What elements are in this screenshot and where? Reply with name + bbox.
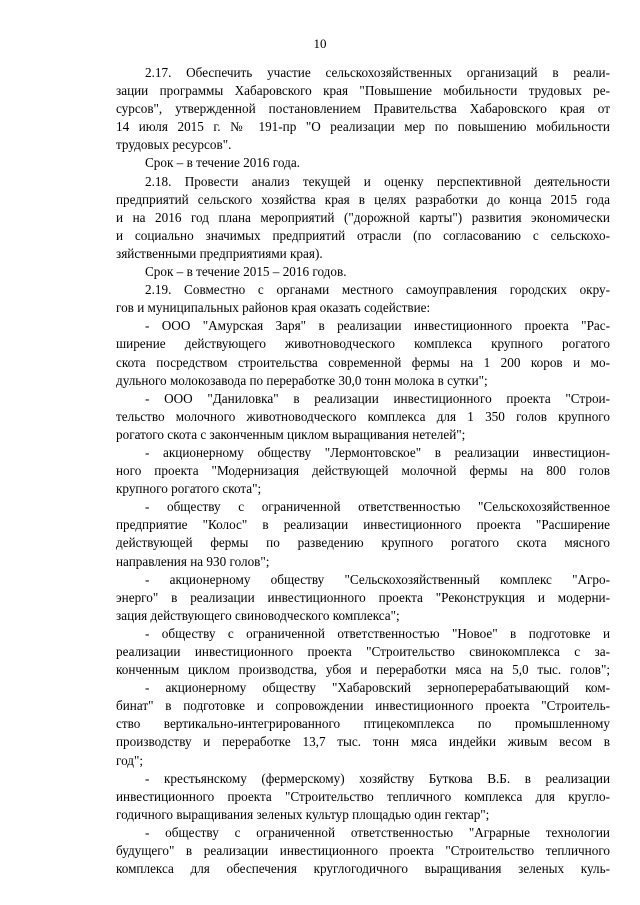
- text-line: 2.17. Обеспечить участие сельскохозяйственных организаций в реали-: [145, 65, 610, 80]
- text-line: - акционерному обществу "Лермонтовское" в реализации инвестицион-: [145, 444, 610, 460]
- text-line: рогатого скота с законченным циклом выращивания нетелей";: [116, 426, 466, 442]
- text-line: - крестьянскому (фермерскому) хозяйству Буткова В.Б. в реализации: [145, 770, 610, 786]
- text-line: дульного молокозавода по переработке 30,0 тонн молока в сутки";: [116, 372, 488, 388]
- text-line: - ООО "Даниловка" в реализации инвестиционного проекта "Строи-: [145, 390, 610, 406]
- text-line: предприятий сельского хозяйства края в целях разработки до конца 2015 года: [116, 191, 610, 207]
- text-line: 14 июля 2015 г. № 191-пр "О реализации мер по повышению мобильности: [116, 119, 610, 135]
- text-line: годичного выращивания зеленых культур площадью один гектар";: [116, 806, 490, 822]
- text-line: тельство молочного животноводческого комплекса для 1 350 голов крупного: [116, 408, 610, 424]
- text-line: крупного рогатого скота";: [116, 481, 262, 497]
- document-body: [116, 64, 610, 878]
- text-line: реализации инвестиционного проекта "Строительство свинокомплекса с за-: [116, 644, 610, 659]
- text-line: зация действующего свиноводческого комплекса";: [116, 607, 400, 623]
- text-line: и на 2016 год плана мероприятий ("дорожной карты") развития экономически: [116, 209, 610, 225]
- text-line: действующей фермы по разведению крупного рогатого скота мясного: [116, 535, 610, 551]
- text-line: трудовых ресурсов".: [116, 137, 232, 153]
- text-line: - обществу с ограниченной ответственностью "Сельскохозяйственное: [145, 499, 610, 515]
- text-line: инвестиционного проекта "Строительство тепличного комплекса для кругло-: [116, 788, 610, 804]
- text-line: год";: [116, 752, 144, 768]
- text-line: Срок – в течение 2015 – 2016 годов.: [145, 264, 347, 280]
- text-line: предприятие "Колос" в реализации инвестиционного проекта "Расширение: [116, 517, 610, 533]
- text-line: Срок – в течение 2016 года.: [145, 155, 300, 171]
- text-line: зации программы Хабаровского края "Повышение мобильности трудовых ре-: [116, 83, 610, 99]
- text-line: будущего" в реализации инвестиционного проекта "Строительство тепличного: [116, 843, 610, 859]
- text-line: сурсов", утвержденной постановлением Правительства Хабаровского края от: [116, 101, 610, 117]
- text-line: комплекса для обеспечения круглогодичного выращивания зеленых куль-: [116, 861, 610, 877]
- text-line: скота посредством строительства современной фермы на 1 200 коров и мо-: [116, 354, 610, 370]
- text-line: конченным циклом производства, убоя и переработки мяса на 5,0 тыс. голов";: [116, 662, 610, 678]
- text-line: - ООО "Амурская Заря" в реализации инвестиционного проекта "Рас-: [145, 318, 610, 334]
- text-line: - обществу с ограниченной ответственностью "Новое" в подготовке и: [145, 625, 610, 641]
- text-line: 2.18. Провести анализ текущей и оценку перспективной деятельности: [145, 173, 610, 189]
- text-line: зяйственными предприятиями края).: [116, 245, 323, 261]
- text-line: - акционерному обществу "Сельскохозяйственный комплекс "Агро-: [145, 571, 610, 587]
- text-line: - акционерному обществу "Хабаровский зерноперерабатывающий ком-: [145, 680, 610, 696]
- text-line: энерго" в реализации инвестиционного проекта "Реконструкция и модерни-: [116, 589, 610, 605]
- text-line: ного проекта "Модернизация действующей молочной фермы на 800 голов: [116, 463, 610, 479]
- text-line: бинат" в подготовке и сопровождении инвестиционного проекта "Строитель-: [116, 698, 610, 714]
- text-line: ство вертикально-интегрированного птицекомплекса по промышленному: [116, 716, 610, 732]
- text-line: и социально значимых предприятий отрасли (по согласованию с сельскохо-: [116, 227, 610, 243]
- text-line: - обществу с ограниченной ответственностью "Аграрные технологии: [145, 824, 610, 840]
- page-number: 10: [313, 36, 327, 51]
- text-line: производству и переработке 13,7 тыс. тонн мяса индейки живым весом в: [116, 734, 610, 750]
- text-line: ширение действующего животноводческого комплекса крупного рогатого: [116, 336, 610, 352]
- text-line: гов и муниципальных районов края оказать содействие:: [116, 300, 431, 316]
- text-line: 2.19. Совместно с органами местного самоуправления городских окру-: [145, 282, 610, 298]
- text-line: направления на 930 голов";: [116, 553, 270, 569]
